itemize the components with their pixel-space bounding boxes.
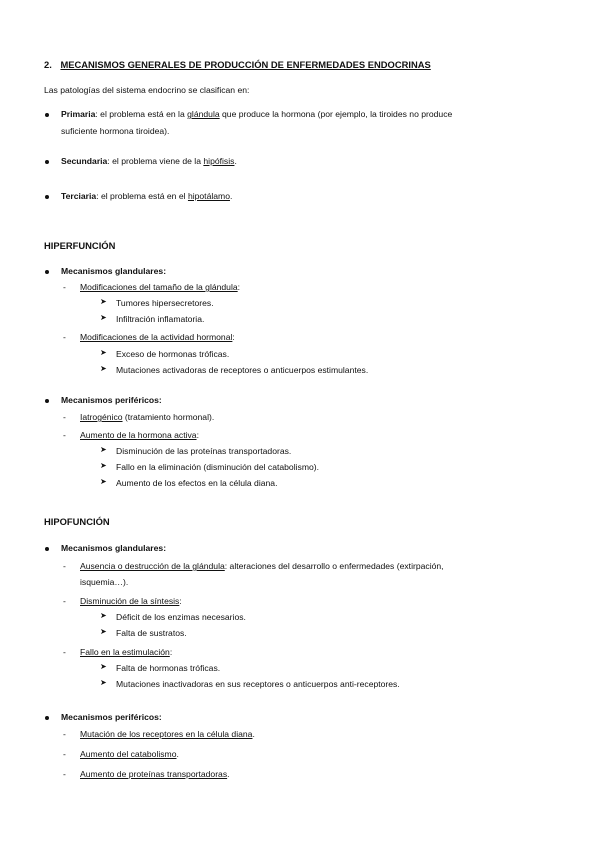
dash-marker: - (63, 332, 66, 342)
label-text: Mecanismos periféricos (61, 395, 159, 405)
term-post: que produce la hormona (por ejemplo, la tiroides no produce (219, 109, 453, 119)
label-text: Mutación de los receptores en la célula diana (80, 729, 253, 739)
classification-primaria-line2: suficiente hormona tiroidea). (61, 126, 170, 136)
dash-marker: - (63, 769, 66, 779)
hipo-stimulation-label: Fallo en la estimulación: (80, 647, 173, 657)
classification-primaria (61, 110, 452, 119)
term-post: . (229, 191, 233, 201)
bullet-dot (45, 716, 49, 720)
arrow-icon: ➤ (100, 445, 107, 454)
dash-marker: - (63, 647, 66, 657)
label-text: Aumento de la hormona activa (80, 430, 197, 440)
label-text: Modificaciones del tamaño de la glándula (80, 282, 238, 292)
dash-marker: - (63, 596, 66, 606)
term-link: hipotálamo (187, 191, 230, 201)
arrow-icon: ➤ (100, 477, 107, 486)
arrow-icon: ➤ (100, 297, 107, 306)
list-item: Aumento de los efectos en la célula diana. (116, 478, 278, 488)
list-item: Disminución de las proteínas transportadoras. (116, 446, 292, 456)
term-pre: : el problema está en la (95, 109, 188, 119)
dash-marker: - (63, 729, 66, 739)
label-text: Mecanismos periféricos (61, 712, 159, 722)
hipo-peripheral-label: Mecanismos periféricos: (61, 712, 162, 722)
term: Secundaria (61, 156, 108, 166)
hipo-peripheral-item: Aumento de proteínas transportadoras. (80, 769, 230, 779)
hipo-absence-line2: isquemia…). (80, 577, 129, 587)
section-title-text: MECANISMOS GENERALES DE PRODUCCIÓN DE ENFERMEDADES ENDOCRINAS (60, 59, 431, 70)
hiper-iatrogenic (80, 413, 214, 422)
arrow-icon: ➤ (100, 348, 107, 357)
hipo-absence (80, 562, 444, 571)
label-text: Modificaciones de la actividad hormonal (80, 332, 233, 342)
bullet-dot (45, 160, 49, 164)
list-item: Exceso de hormonas tróficas. (116, 349, 230, 359)
arrow-icon: ➤ (100, 611, 107, 620)
list-item: Falta de hormonas tróficas. (116, 663, 221, 673)
hiper-glandular-label: Mecanismos glandulares: (61, 266, 167, 276)
label-text: Aumento de proteínas transportadoras (80, 769, 228, 779)
list-item: Tumores hipersecretores. (116, 298, 214, 308)
heading-hiperfuncion: HIPERFUNCIÓN (44, 240, 116, 251)
label-text: Mecanismos glandulares (61, 266, 164, 276)
label-text: Iatrogénico (80, 412, 123, 422)
heading-hipofuncion: HIPOFUNCIÓN (44, 516, 110, 527)
list-item: Fallo en la eliminación (disminución del catabolismo). (116, 462, 320, 472)
label-text: Fallo en la estimulación (80, 647, 170, 657)
section-title (44, 60, 431, 69)
arrow-icon: ➤ (100, 313, 107, 322)
arrow-icon: ➤ (100, 461, 107, 470)
dash-marker: - (63, 412, 66, 422)
list-item: Déficit de los enzimas necesarios. (116, 612, 246, 622)
list-item: Mutaciones inactivadoras en sus receptores o anticuerpos anti-receptores. (116, 679, 400, 689)
classification-terciaria (61, 192, 232, 201)
label-text: Mecanismos glandulares (61, 543, 164, 553)
label-text: Disminución de la síntesis (80, 596, 180, 606)
hipo-peripheral-item: Mutación de los receptores en la célula diana. (80, 729, 255, 739)
section-number: 2. (44, 59, 52, 70)
hiper-size-label: Modificaciones del tamaño de la glándula: (80, 282, 241, 292)
term-pre: : el problema viene de la (107, 156, 204, 166)
hipo-glandular-label: Mecanismos glandulares: (61, 543, 167, 553)
arrow-icon: ➤ (100, 678, 107, 687)
hiper-activity-label: Modificaciones de la actividad hormonal: (80, 332, 235, 342)
bullet-dot (45, 547, 49, 551)
hipo-synthesis-label: Disminución de la síntesis: (80, 596, 182, 606)
label-text: Aumento del catabolismo (80, 749, 177, 759)
term-link: hipófisis (203, 156, 235, 166)
dash-marker: - (63, 749, 66, 759)
bullet-dot (45, 270, 49, 274)
term-post: . (234, 156, 237, 166)
term: Terciaria (61, 191, 97, 201)
dash-marker: - (63, 282, 66, 292)
term-pre: : el problema está en el (96, 191, 188, 201)
list-item: Falta de sustratos. (116, 628, 187, 638)
bullet-dot (45, 399, 49, 403)
bullet-dot (45, 195, 49, 199)
term: Primaria (61, 109, 96, 119)
hipo-peripheral-item: Aumento del catabolismo. (80, 749, 179, 759)
arrow-icon: ➤ (100, 627, 107, 636)
hiper-active-label: Aumento de la hormona activa: (80, 430, 199, 440)
hiper-peripheral-label: Mecanismos periféricos: (61, 395, 162, 405)
list-item: Infiltración inflamatoria. (116, 314, 205, 324)
dash-marker: - (63, 561, 66, 571)
label-note: : alteraciones del desarrollo o enfermedades (extirpación, (224, 561, 444, 571)
bullet-dot (45, 113, 49, 117)
label-text: Ausencia o destrucción de la glándula (80, 561, 225, 571)
arrow-icon: ➤ (100, 364, 107, 373)
classification-secundaria (61, 157, 237, 166)
term-link: glándula (187, 109, 220, 119)
label-note: (tratamiento hormonal). (122, 412, 215, 422)
dash-marker: - (63, 430, 66, 440)
arrow-icon: ➤ (100, 662, 107, 671)
list-item: Mutaciones activadoras de receptores o anticuerpos estimulantes. (116, 365, 369, 375)
intro-text: Las patologías del sistema endocrino se clasifican en: (44, 85, 250, 95)
